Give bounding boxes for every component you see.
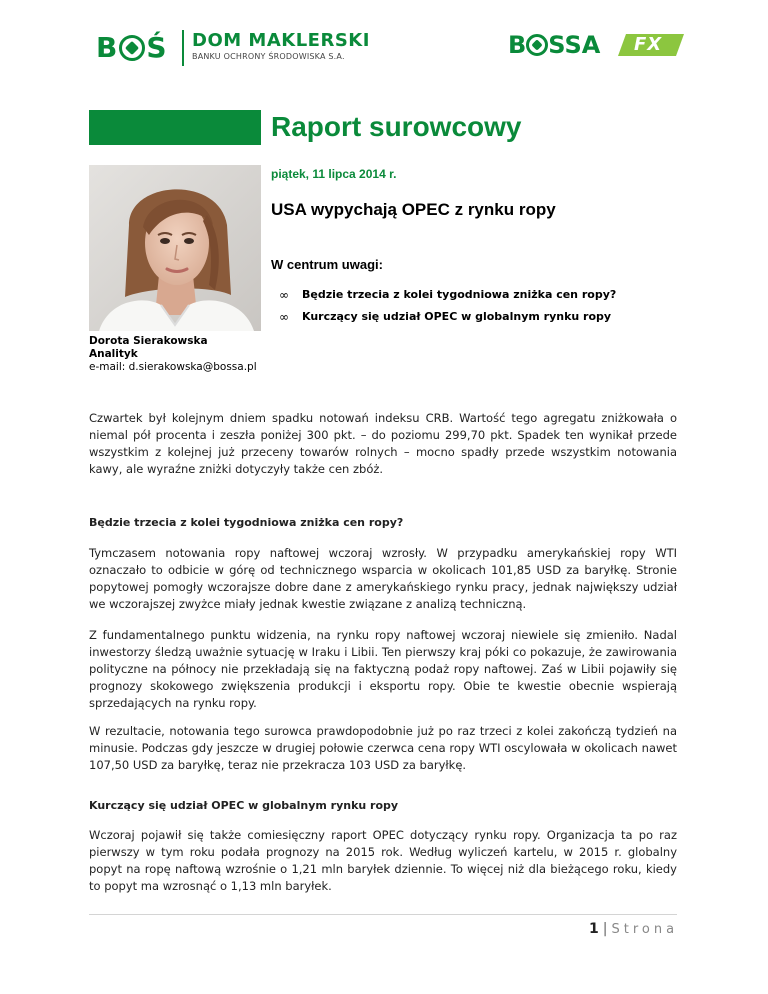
- report-headline: USA wypychają OPEC z rynku ropy: [271, 200, 556, 219]
- title-accent-bar: [89, 110, 261, 145]
- analyst-name: Dorota Sierakowska: [89, 335, 208, 347]
- section-heading-opec-share: Kurczący się udział OPEC w globalnym rynku ropy: [89, 799, 399, 812]
- report-date: piątek, 11 lipca 2014 r.: [271, 167, 397, 181]
- infinity-bullet-icon: ∞: [279, 288, 289, 302]
- intro-paragraph: Czwartek był kolejnym dniem spadku notowań indeksu CRB. Wartość tego agregatu zniżkowała o niemal pół procenta i zeszła poniżej 300 pkt. – do poziomu 299,70 pkt. Spadek ten wynikał przede wszystkim z kolejnej już przeceny towarów rolnych – mocno spadły przede wszystkim notowania kawy, ale wyraźne zniżki dotyczyły także cen zbóż.: [89, 411, 677, 476]
- dom-maklerski-title: DOM MAKLERSKI: [192, 30, 370, 51]
- page-number: 1 | Strona: [589, 921, 679, 937]
- analyst-portrait: [89, 165, 261, 331]
- logo-divider: [182, 30, 184, 66]
- infinity-bullet-icon: ∞: [279, 310, 289, 324]
- section2-paragraph-1: Wczoraj pojawił się także comiesięczny raport OPEC dotyczący rynku ropy. Organizacja ta po raz pierwszy w tym roku podała prognozy na 2015 rok. Według wyliczeń kartelu, w 2015 r. globalny popyt na ropę naftową wzrośnie o 1,21 mln baryłek dziennie. To więcej niż dla bieżącego roku, kiedy to popyt ma wzrosnąć o 1,13 mln baryłek.: [89, 828, 677, 893]
- focus-list: [279, 285, 699, 329]
- bos-logo-mark: B Ś: [96, 31, 168, 64]
- bossa-fx-logo: [508, 30, 680, 64]
- analyst-email[interactable]: e-mail: d.sierakowska@bossa.pl: [89, 361, 257, 373]
- analyst-portrait-image: [89, 165, 261, 331]
- bos-dom-maklerski-logo: [96, 26, 396, 70]
- footer-divider: [89, 914, 677, 915]
- focus-list-item: ∞ Będzie trzecia z kolei tygodniowa zniżka cen ropy?: [279, 285, 699, 307]
- analyst-info: [89, 335, 257, 374]
- dom-maklerski-subtitle: BANKU OCHRONY ŚRODOWISKA S.A.: [192, 52, 345, 61]
- fx-label: FX: [634, 34, 663, 55]
- focus-list-item: ∞ Kurczący się udział OPEC w globalnym rynku ropy: [279, 307, 699, 329]
- section1-paragraph-2: Z fundamentalnego punktu widzenia, na rynku ropy naftowej wczoraj niewiele się zmieniło. Nadal inwestorzy śledzą uważnie sytuację w Iraku i Libii. Ten pierwszy kraj póki co pokazuje, że zawirowania polityczne na północy nie przekładają się na faktyczną podaż ropy naftowej. Zaś w Libii pojawiły się prognozy skokowego zwiększenia produkcji i eksportu ropy. Obie te kwestie obecnie wspierają sprzedających na rynku ropy.: [89, 628, 677, 710]
- focus-heading: W centrum uwagi:: [271, 257, 383, 272]
- section1-paragraph-3: W rezultacie, notowania tego surowca prawdopodobnie już po raz trzeci z kolei zakończą tydzień na minusie. Podczas gdy jeszcze w drugiej połowie czerwca cena ropy WTI oscylowała w okolicach nawet 107,50 USD za baryłkę, teraz nie przekracza 103 USD za baryłkę.: [89, 724, 677, 772]
- bos-leaf-icon: [119, 35, 145, 61]
- section-heading-oil-weekly: Będzie trzecia z kolei tygodniowa zniżka cen ropy?: [89, 516, 404, 529]
- bossa-logo-mark: B SSA: [508, 31, 601, 59]
- report-title: Raport surowcowy: [271, 111, 522, 142]
- bossa-leaf-icon: [526, 34, 548, 56]
- section1-paragraph-1: Tymczasem notowania ropy naftowej wczoraj wzrosły. W przypadku amerykańskiej ropy WTI oznaczało to odbicie w górę od technicznego wsparcia w okolicach 101,85 USD za baryłkę. Stronie popytowej pomogły wczorajsze dobre dane z amerykańskiego rynku pracy, jednak największy udział we wczorajszej zwyżce miały jednak kwestie związane z analizą techniczną.: [89, 546, 677, 611]
- analyst-role: Analityk: [89, 348, 138, 360]
